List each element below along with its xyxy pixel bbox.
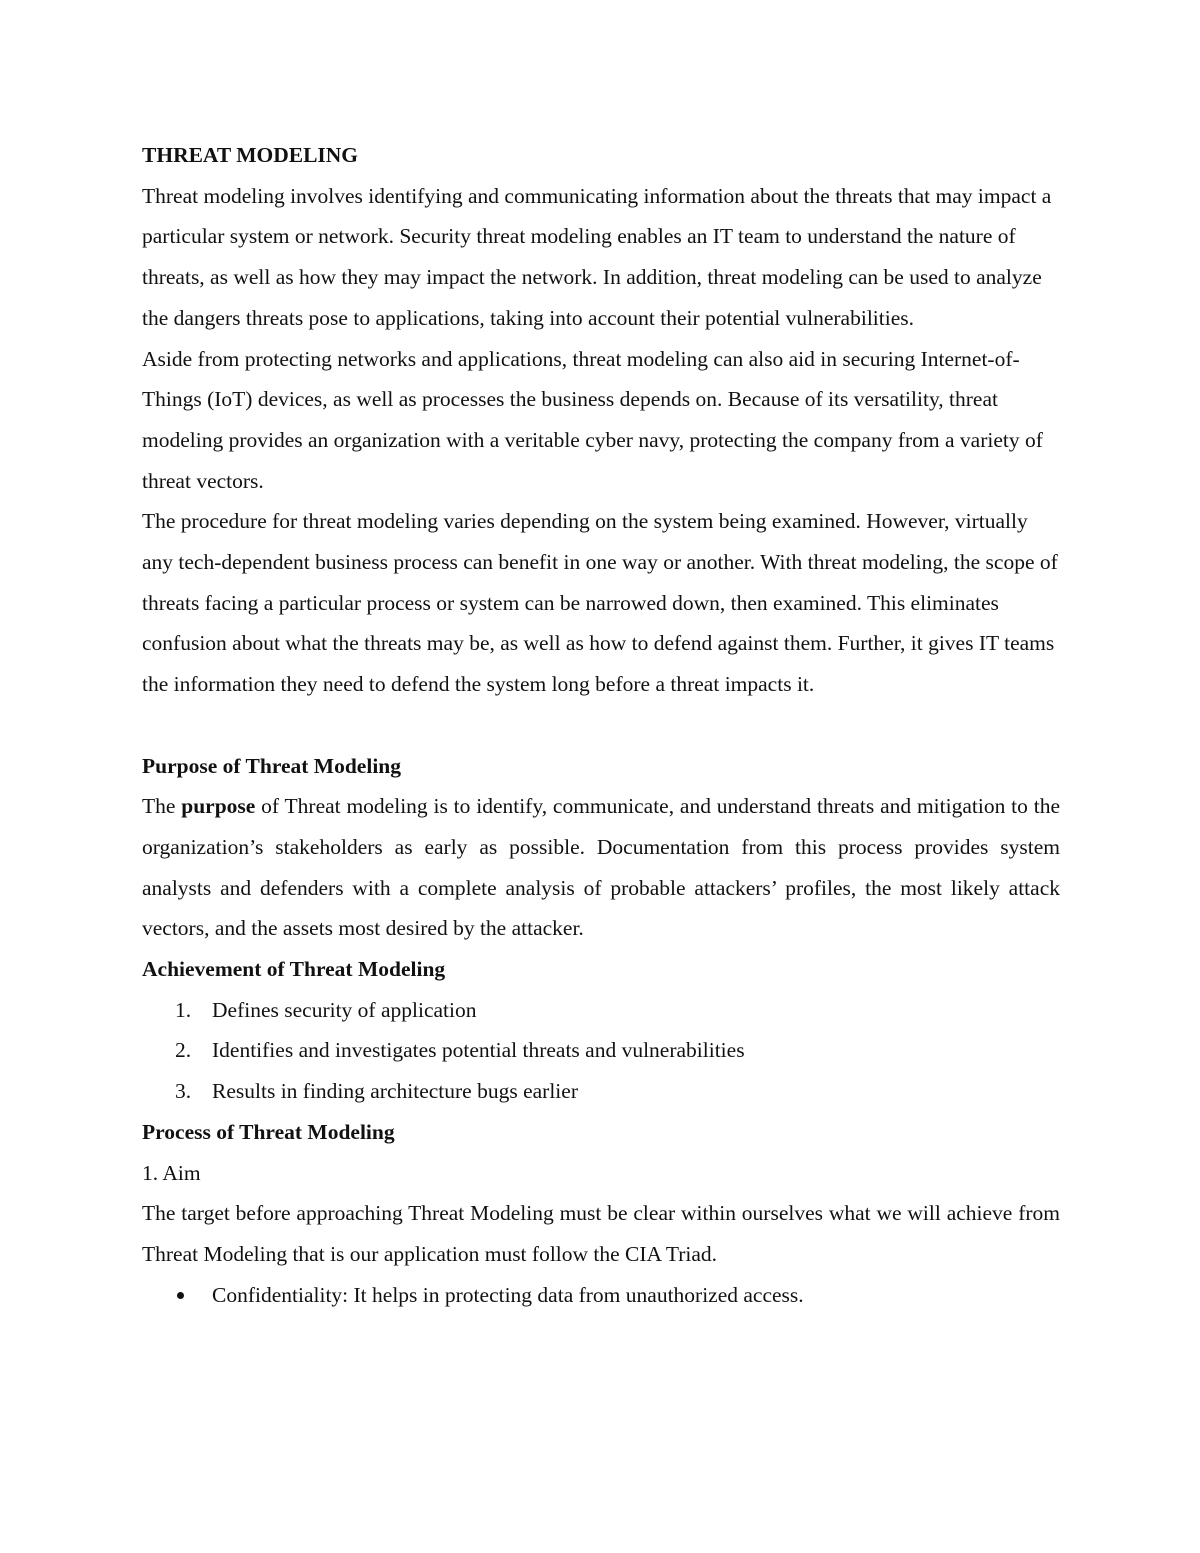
section-spacer	[142, 705, 1060, 746]
list-item	[142, 1071, 1060, 1112]
purpose-bold-word: purpose	[181, 794, 256, 819]
purpose-paragraph	[142, 786, 1060, 949]
cia-bullet-list	[142, 1275, 1060, 1316]
purpose-rest: of Threat modeling is to identify, communicate, and understand threats and mitigation to the organization’s stakeholders as early as possible. Documentation from this process provides system analysts and defenders with a complete analysis of probable attackers’ profiles, the most likely attack vectors, and the assets most desired by the attacker.	[142, 794, 1060, 941]
achievement-heading: Achievement of Threat Modeling	[142, 957, 446, 982]
bullet-text: Confidentiality: It helps in protecting data from unauthorized access.	[212, 1282, 804, 1307]
document-body	[142, 135, 1060, 1315]
achievement-list	[142, 990, 1060, 1112]
list-item	[142, 1030, 1060, 1071]
list-item-text: Identifies and investigates potential threats and vulnerabilities	[212, 1038, 745, 1063]
list-item-text: Results in finding architecture bugs earlier	[212, 1079, 578, 1104]
list-item-number: 2.	[175, 1038, 192, 1063]
list-item	[142, 1275, 1060, 1316]
list-item-number: 3.	[175, 1079, 192, 1104]
process-heading: Process of Threat Modeling	[142, 1119, 395, 1144]
list-item	[142, 990, 1060, 1031]
purpose-heading: Purpose of Threat Modeling	[142, 753, 401, 778]
list-item-text: Defines security of application	[212, 997, 477, 1022]
process-step-text: The target before approaching Threat Modeling must be clear within ourselves what we will achieve from Threat Modeling that is our application must follow the CIA Triad.	[142, 1201, 1060, 1266]
document-title: THREAT MODELING	[142, 143, 359, 167]
intro-paragraph-1: Threat modeling involves identifying and communicating information about the threats that may impact a particular system or network. Security threat modeling enables an IT team to understand the nature of threats, as well as how they may impact the network. In addition, threat modeling can be used to analyze the dangers threats pose to applications, taking into account their potential vulnerabilities.	[142, 183, 1052, 330]
bullet-icon	[177, 1292, 184, 1299]
list-item-number: 1.	[175, 997, 192, 1022]
intro-paragraph-2: Aside from protecting networks and applications, threat modeling can also aid in securing Internet-of-Things (IoT) devices, as well as processes the business depends on. Because of its versatility, threat modeling provides an organization with a veritable cyber navy, protecting the company from a variety of threat vectors.	[142, 346, 1043, 493]
process-step-title: 1. Aim	[142, 1160, 201, 1185]
purpose-lead: The	[142, 794, 182, 819]
intro-paragraph-3: The procedure for threat modeling varies depending on the system being examined. However, virtually any tech-dependent business process can benefit in one way or another. With threat modeling, the scope of threats facing a particular process or system can be narrowed down, then examined. This eliminates confusion about what the threats may be, as well as how to defend against them. Further, it gives IT teams the information they need to defend the system long before a threat impacts it.	[142, 509, 1058, 697]
